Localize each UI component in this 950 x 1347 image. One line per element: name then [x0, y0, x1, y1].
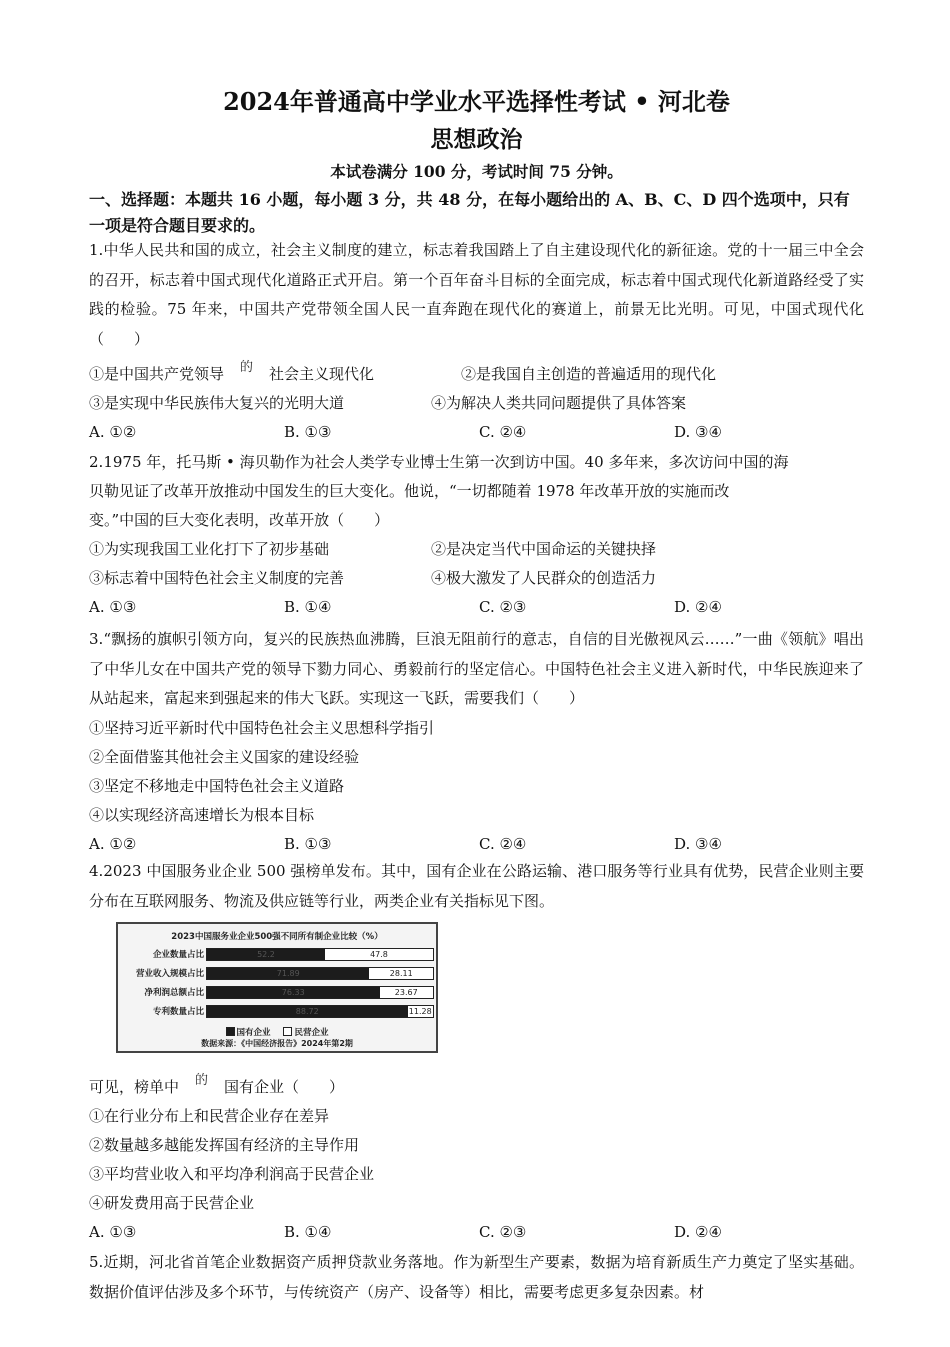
question-3-stem: 3.“飘扬的旗帜引领方向，复兴的民族热血沸腾，巨浪无阻前行的意志，自信的目光傲视风云……”一曲《领航》唱出了中华儿女在中国共产党的领导下勠力同心、勇毅前行的坚定信心。中国特色社会主义进入新时代，中华民族迎来了从站起来，富起来到强起来的伟大飞跃。实现这一飞跃，需要我们（ ） — [89, 630, 864, 707]
exam-subject: 思想政治 — [430, 126, 523, 153]
legend-swatch-private-icon — [283, 1027, 292, 1036]
bar-label: 净利润总额占比 — [144, 988, 204, 998]
bar-label: 专利数量占比 — [152, 1007, 204, 1017]
option-row — [89, 535, 864, 564]
question-1-options — [89, 360, 864, 447]
answer-choices — [89, 1218, 864, 1247]
option-item: ②数量越多越能发挥国有经济的主导作用 — [89, 1136, 360, 1154]
option-item: ④研发费用高于民营企业 — [89, 1194, 255, 1212]
question-4-stem: 4.2023 中国服务业企业 500 强榜单发布。其中，国有企业在公路运输、港口服务等行业具有优势，民营企业则主要分布在互联网服务、物流及供应链等行业，两类企业有关指标见下图。 — [89, 862, 864, 910]
ownership-comparison-chart — [116, 922, 438, 1053]
option-item: ①坚持习近平新时代中国特色社会主义思想科学指引 — [89, 718, 435, 737]
option-item: ①为实现我国工业化打下了初步基础 — [89, 540, 330, 558]
choice-b[interactable]: B. ①④ — [284, 598, 332, 616]
bar-label: 营业收入规模占比 — [135, 969, 204, 979]
bar-soe: 71.89 — [207, 968, 369, 979]
option-item: ④为解决人类共同问题提供了具体答案 — [431, 394, 687, 412]
option-item: ②全面借鉴其他社会主义国家的建设经验 — [89, 747, 360, 766]
bar-private: 47.8 — [325, 949, 433, 960]
option-item: ④以实现经济高速增长为根本目标 — [89, 805, 315, 824]
question-2-stem-line: 贝勒见证了改革开放推动中国发生的巨大变化。他说，“一切都随着 1978 年改革开放的实施而改 — [89, 482, 730, 500]
question-4 — [89, 857, 864, 916]
bar-soe: 88.72 — [207, 1006, 408, 1017]
answer-choices — [89, 830, 864, 859]
chart-bar-row — [118, 1005, 436, 1019]
chart-bar-row — [118, 986, 436, 1000]
choice-d[interactable]: D. ③④ — [674, 423, 722, 441]
bar-private: 23.67 — [380, 987, 434, 998]
option-row — [89, 564, 864, 593]
option-item: ③坚定不移地走中国特色社会主义道路 — [89, 776, 345, 795]
chart-bar-row — [118, 967, 436, 981]
choice-b[interactable]: B. ①③ — [284, 834, 332, 853]
option-item: ④极大激发了人民群众的创造活力 — [431, 569, 657, 587]
question-2-stem-line: 2.1975 年，托马斯 • 海贝勒作为社会人类学专业博士生第一次到访中国。40 多年来，多次访问中国的海 — [89, 453, 789, 471]
chart-title: 2023中国服务业企业500强不同所有制企业比较（%） — [171, 932, 383, 942]
choice-b[interactable]: B. ①③ — [284, 423, 332, 441]
option-row — [89, 360, 864, 389]
option-item: ①是中国共产党领导 的 社会主义现代化 — [89, 360, 375, 383]
option-item: ③平均营业收入和平均净利润高于民营企业 — [89, 1165, 375, 1183]
question-4-continued — [89, 1073, 864, 1247]
answer-choices — [89, 418, 864, 447]
bar-soe: 76.33 — [207, 987, 380, 998]
choice-a[interactable]: A. ①② — [89, 834, 137, 853]
choice-d[interactable]: D. ②④ — [674, 598, 722, 616]
question-2-stem-line: 变。”中国的巨大变化表明，改革开放（ ） — [89, 511, 390, 529]
chart-legend: 国有企业 民营企业 — [118, 1026, 436, 1038]
question-4-prompt: 可见，榜单中 的 国有企业（ ） — [89, 1073, 345, 1096]
exam-note: 本试卷满分 100 分，考试时间 75 分钟。 — [330, 162, 623, 181]
bar-private: 11.28 — [408, 1007, 432, 1016]
question-3 — [89, 625, 864, 859]
choice-a[interactable]: A. ①② — [89, 423, 137, 441]
option-item: ②是我国自主创造的普遍适用的现代化 — [461, 365, 717, 383]
option-item: ①在行业分布上和民营企业存在差异 — [89, 1107, 330, 1125]
bar-label: 企业数量占比 — [152, 950, 204, 960]
option-item: ③标志着中国特色社会主义制度的完善 — [89, 569, 345, 587]
option-item: ②是决定当代中国命运的关键抉择 — [431, 540, 657, 558]
choice-d[interactable]: D. ②④ — [674, 1223, 722, 1241]
question-number: 1. — [89, 241, 104, 259]
question-1 — [89, 236, 864, 354]
option-row — [89, 389, 864, 418]
bar-soe: 52.2 — [207, 949, 325, 960]
choice-b[interactable]: B. ①④ — [284, 1223, 332, 1241]
choice-c[interactable]: C. ②③ — [479, 1223, 527, 1241]
question-text: 中华人民共和国的成立，社会主义制度的建立，标志着我国踏上了自主建设现代化的新征途。党的十一届三中全会的召开，标志着中国式现代化道路正式开启。第一个百年奋斗目标的全面完成，标志着中国式现代化新道路经受了实践的检验。75 年来，中国共产党带领全国人民一直奔跑在现代化的赛道上，前景无比光明。可见，中国式现代化（ ） — [89, 241, 864, 348]
choice-c[interactable]: C. ②③ — [479, 598, 527, 616]
exam-title: 2024年普通高中学业水平选择性考试 • 河北卷 — [223, 87, 730, 116]
chart-bar-row — [118, 948, 436, 962]
question-5 — [89, 1248, 864, 1307]
section-heading: 一、选择题：本题共 16 小题，每小题 3 分，共 48 分，在每小题给出的 A、B、C、D 四个选项中，只有一项是符合题目要求的。 — [89, 190, 850, 235]
choice-c[interactable]: C. ②④ — [479, 423, 527, 441]
choice-d[interactable]: D. ③④ — [674, 834, 722, 853]
chart-source: 数据来源：《中国经济报告》2024年第2期 — [201, 1039, 353, 1048]
choice-a[interactable]: A. ①③ — [89, 598, 137, 616]
answer-choices — [89, 593, 864, 622]
question-5-stem: 5.近期，河北省首笔企业数据资产质押贷款业务落地。作为新型生产要素，数据为培育新质生产力奠定了坚实基础。数据价值评估涉及多个环节，与传统资产（房产、设备等）相比，需要考虑更多复杂因素。材 — [89, 1253, 864, 1301]
question-2 — [89, 448, 864, 622]
option-item: ③是实现中华民族伟大复兴的光明大道 — [89, 394, 345, 412]
legend-swatch-soe-icon — [226, 1027, 235, 1036]
question-1-stem — [89, 236, 864, 354]
bar-private: 28.11 — [369, 968, 433, 979]
choice-a[interactable]: A. ①③ — [89, 1223, 137, 1241]
choice-c[interactable]: C. ②④ — [479, 834, 527, 853]
